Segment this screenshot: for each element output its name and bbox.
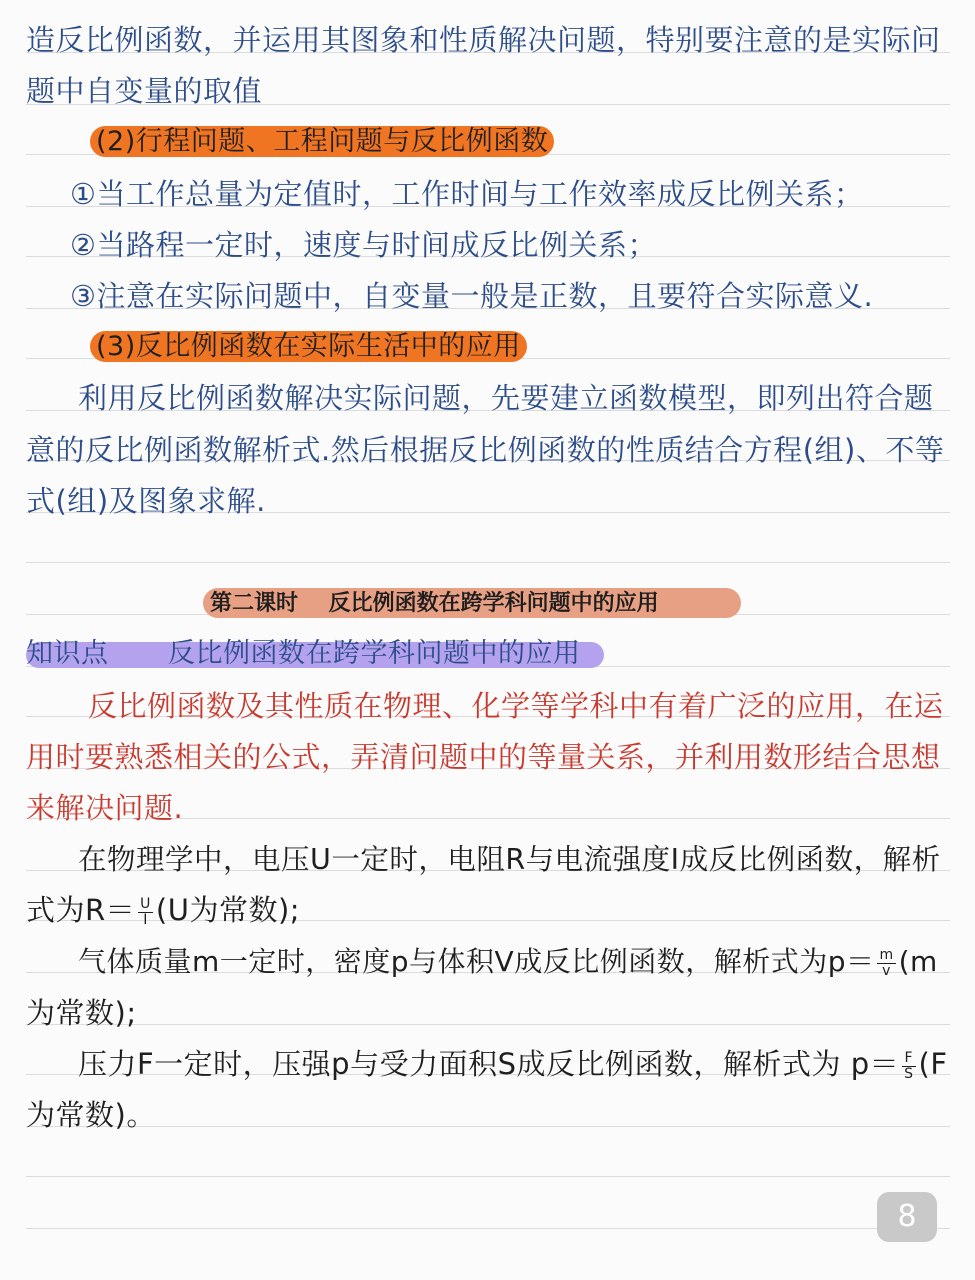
text-line: 用时要熟悉相关的公式，弄清问题中的等量关系，并利用数形结合思想 <box>26 740 941 774</box>
ruled-line <box>26 1228 950 1229</box>
ruled-line <box>26 1024 950 1025</box>
formula-prefix: 压力F一定时，压强p与受力面积S成反比例函数，解析式为 p＝ <box>78 1047 900 1081</box>
list-item: ③注意在实际问题中，自变量一般是正数，且要符合实际意义. <box>70 279 874 313</box>
text-line: 反比例函数及其性质在物理、化学等学科中有着广泛的应用，在运 <box>88 689 944 723</box>
formula-prefix: 式为R＝ <box>26 893 136 927</box>
formula-line <box>26 890 300 930</box>
subheading-3-text: (3)反比例函数在实际生活中的应用 <box>90 331 527 362</box>
text-line: 造反比例函数，并运用其图象和性质解决问题，特别要注意的是实际问 <box>26 23 941 57</box>
fraction-numerator: m <box>879 946 894 963</box>
text-line: 利用反比例函数解决实际问题，先要建立函数模型，即列出符合题 <box>78 381 934 415</box>
lesson-title: 第二课时 反比例函数在跨学科问题中的应用 <box>210 590 659 616</box>
subheading-2 <box>90 122 554 162</box>
subheading-3 <box>90 327 527 367</box>
formula-suffix: (F <box>918 1047 948 1081</box>
fraction-numerator: F <box>902 1051 915 1067</box>
fraction <box>877 948 895 979</box>
knowledge-point-label: 知识点 <box>26 638 109 669</box>
text-line: 为常数)。 <box>26 1098 156 1132</box>
subheading-2-text: (2)行程问题、工程问题与反比例函数 <box>90 126 554 157</box>
ruled-line <box>26 1176 950 1177</box>
text-line: 为常数); <box>26 996 137 1030</box>
text-line: 在物理学中，电压U一定时，电阻R与电流强度I成反比例函数，解析 <box>78 843 941 876</box>
fraction-denominator: S <box>904 1065 914 1082</box>
text-line: 意的反比例函数解析式.然后根据反比例函数的性质结合方程(组)、不等 <box>26 433 945 467</box>
fraction-denominator: v <box>882 962 891 979</box>
formula-prefix: 气体质量m一定时，密度p与体积V成反比例函数，解析式为p＝ <box>78 945 875 978</box>
formula-line <box>78 1044 948 1084</box>
formula-suffix: (U为常数); <box>155 893 301 927</box>
ruled-line <box>26 562 950 563</box>
page-number-badge: 8 <box>877 1192 937 1242</box>
list-item: ②当路程一定时，速度与时间成反比例关系； <box>70 228 657 262</box>
fraction-numerator: U <box>140 895 151 912</box>
fraction-denominator: I <box>143 911 148 928</box>
formula-suffix: (m <box>898 945 938 978</box>
text-line: 式(组)及图象求解. <box>26 484 266 518</box>
formula-line <box>78 942 938 982</box>
text-line: 题中自变量的取值 <box>26 74 263 108</box>
knowledge-point-text: 反比例函数在跨学科问题中的应用 <box>168 638 581 669</box>
fraction <box>902 1051 915 1082</box>
fraction <box>138 897 153 928</box>
text-line: 来解决问题. <box>26 791 184 825</box>
ruled-line <box>26 1126 950 1127</box>
list-item: ①当工作总量为定值时，工作时间与工作效率成反比例关系； <box>70 177 864 211</box>
